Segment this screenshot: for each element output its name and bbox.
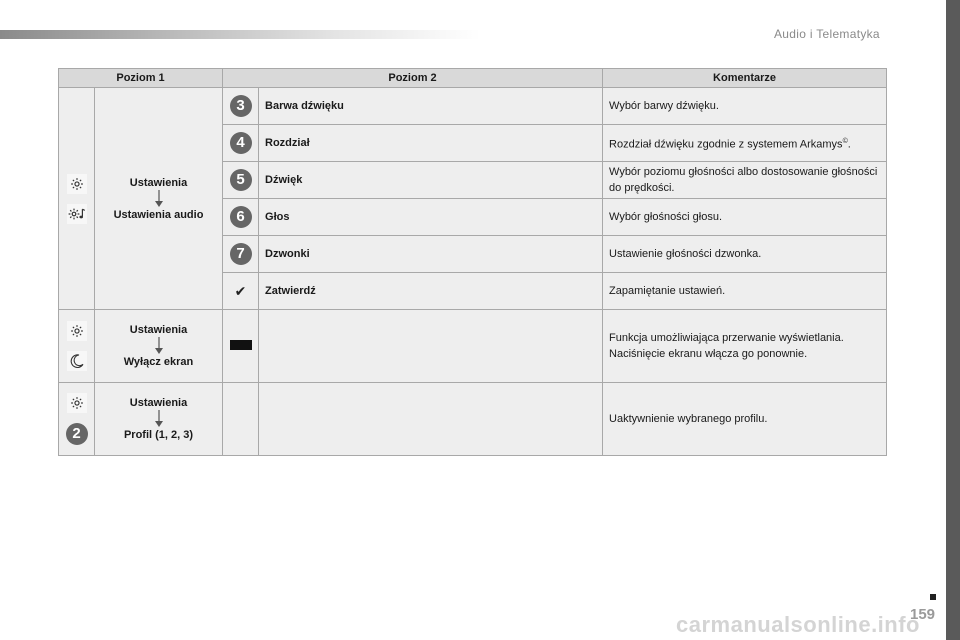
menu-settings-label: Ustawienia [129, 324, 188, 336]
step-badge-2: 2 [66, 423, 88, 445]
option-comment: Zapamiętanie ustawień. [603, 273, 887, 310]
menu-profile-label: Profil (1, 2, 3) [123, 429, 194, 441]
option-comment: Ustawienie głośności dzwonka. [603, 236, 887, 273]
group3-menu-path [95, 383, 223, 456]
option-label: Dźwięk [259, 162, 603, 199]
arrow-down-icon [154, 190, 164, 208]
option-comment: Rozdział dźwięku zgodnie z systemem Arkamys©. [603, 125, 887, 162]
page-marker [930, 594, 936, 600]
menu-settings-label: Ustawienia [129, 176, 188, 189]
step-badge-6: 6 [230, 206, 252, 228]
option-comment: Wybór poziomu głośności albo dostosowanie głośności do prędkości. [603, 162, 887, 199]
option-comment: Uaktywnienie wybranego profilu. [603, 383, 887, 456]
arrow-down-icon [154, 337, 164, 355]
header-gradient-bar [0, 30, 480, 39]
group2-icons [59, 310, 95, 383]
option-label: Głos [259, 199, 603, 236]
group3-icons [59, 383, 95, 456]
step-badge-4: 4 [230, 132, 252, 154]
section-title: Audio i Telematyka [774, 27, 880, 41]
column-header-level1: Poziom 1 [59, 69, 223, 88]
moon-icon [67, 351, 87, 371]
group2-menu-path [95, 310, 223, 383]
gear-icon [67, 393, 87, 413]
watermark: carmanualsonline.info [676, 612, 920, 637]
column-header-level2: Poziom 2 [223, 69, 603, 88]
checkmark-icon: ✔ [234, 282, 247, 299]
column-header-comments: Komentarze [603, 69, 887, 88]
menu-settings-label: Ustawienia [129, 397, 188, 409]
gear-music-icon [67, 204, 87, 224]
table-row [59, 383, 887, 456]
step-badge-5: 5 [230, 169, 252, 191]
option-comment: Wybór barwy dźwięku. [603, 88, 887, 125]
option-label: Rozdział [259, 125, 603, 162]
option-label: Zatwierdź [259, 273, 603, 310]
option-label: Barwa dźwięku [259, 88, 603, 125]
settings-table [58, 68, 887, 456]
page-number: 159 [910, 606, 936, 623]
gear-icon [67, 174, 87, 194]
menu-audio-settings-label: Ustawienia audio [113, 208, 204, 221]
option-comment: Wybór głośności głosu. [603, 199, 887, 236]
page-edge-strip [946, 0, 960, 640]
table-header-row [59, 69, 887, 88]
arrow-down-icon [154, 410, 164, 428]
option-label: Dzwonki [259, 236, 603, 273]
gear-icon [67, 321, 87, 341]
group1-icons [59, 88, 95, 310]
menu-screen-off-label: Wyłącz ekran [123, 356, 194, 368]
table-row [59, 310, 887, 383]
table-row [59, 88, 887, 125]
step-badge-3: 3 [230, 95, 252, 117]
option-comment: Funkcja umożliwiająca przerwanie wyświetlania. Naciśnięcie ekranu włącza go ponownie. [603, 310, 887, 383]
group1-menu-path [95, 88, 223, 310]
step-badge-7: 7 [230, 243, 252, 265]
screen-off-indicator [230, 340, 252, 350]
